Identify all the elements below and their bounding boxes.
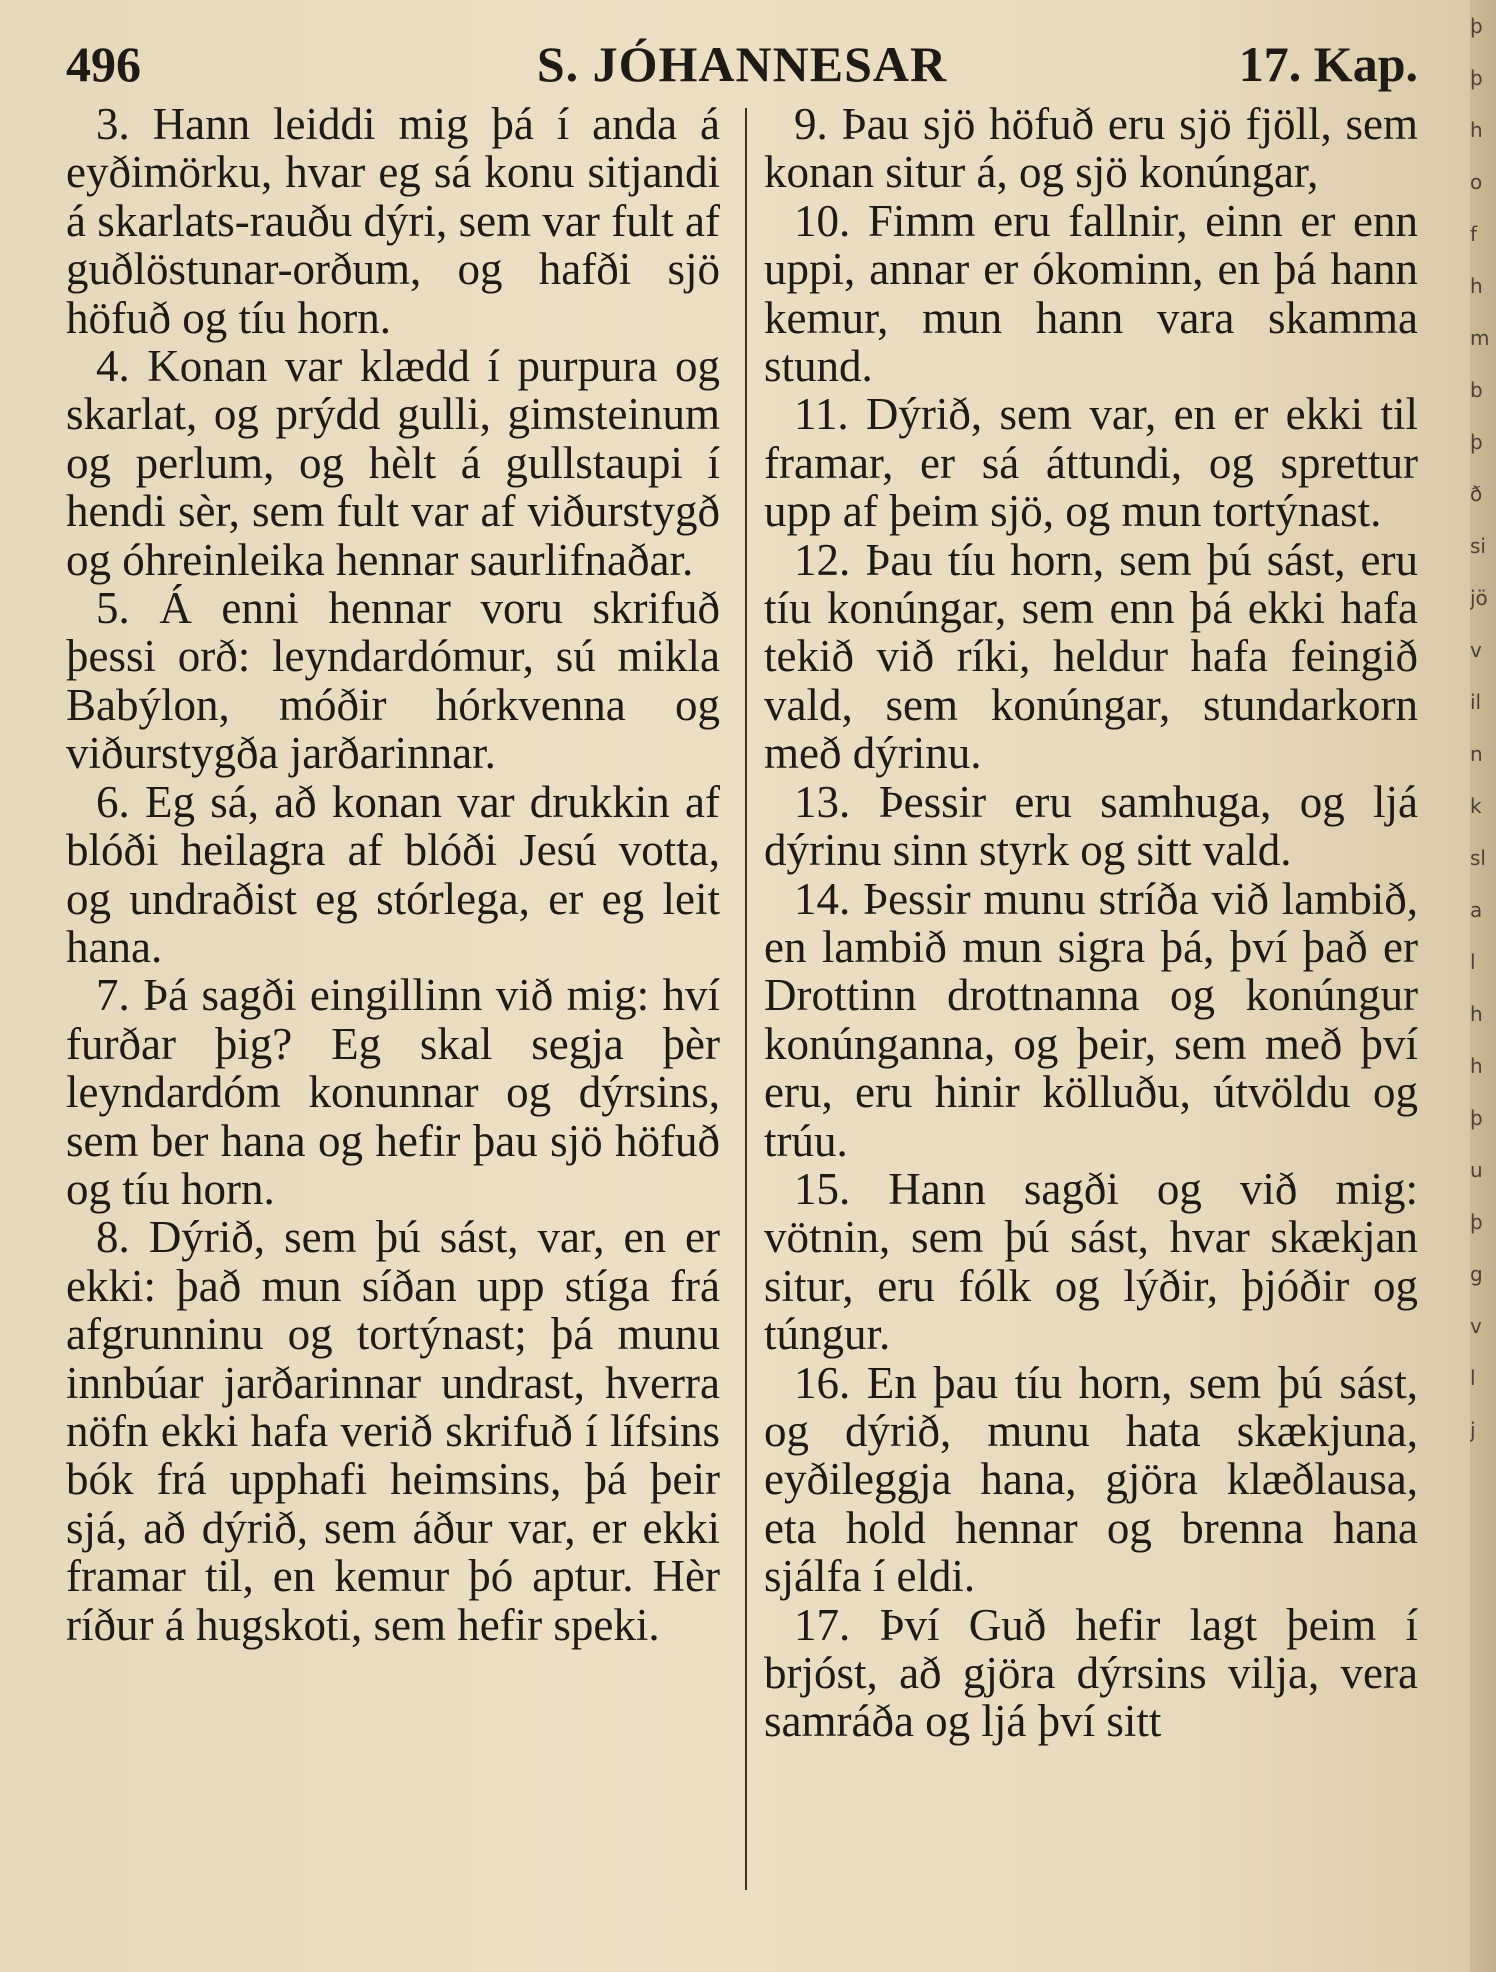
adjacent-fragment: l [1470,1366,1476,1390]
verse-4: 4. Konan var klædd í purpura og skarlat, og prýdd gulli, gimsteinum og perlum, og hèlt á gullstaupi í hendi sèr, sem fult var af viðurstygð og óhreinleika hennar saurlifnaðar. [66,341,720,585]
adjacent-fragment: n [1470,742,1483,766]
adjacent-fragment: þ [1470,14,1483,38]
adjacent-fragment: h [1470,274,1483,298]
chapter-label: 17. Kap. [1238,36,1418,92]
adjacent-fragment: m [1470,326,1490,350]
verse-11: 11. Dýrið, sem var, en er ekki til framar, er sá áttundi, og sprettur upp af þeim sjö, og mun tortýnast. [764,389,1418,537]
adjacent-fragment: f [1470,222,1478,246]
adjacent-fragment: þ [1470,430,1483,454]
verse-15: 15. Hann sagði og við mig: vötnin, sem þú sást, hvar skækjan situr, eru fólk og lýðir, þjóðir og túngur. [764,1163,1418,1360]
adjacent-fragment: a [1470,898,1483,922]
page-number: 496 [66,36,141,92]
adjacent-fragment: þ [1470,66,1483,90]
adjacent-fragment: o [1470,170,1483,194]
adjacent-fragment: þ [1470,1210,1483,1234]
adjacent-fragment: v [1470,1314,1482,1338]
adjacent-fragment: jö [1470,586,1488,610]
adjacent-fragment: h [1470,1002,1483,1026]
adjacent-fragment: v [1470,638,1482,662]
adjacent-fragment: þ [1470,1106,1483,1130]
verse-5: 5. Á enni hennar voru skrifuð þessi orð: leyndardómur, sú mikla Babýlon, móðir hórkvenna og viðurstygða jarðarinnar. [66,583,720,779]
verse-8: 8. Dýrið, sem þú sást, var, en er ekki: það mun síðan upp stíga frá afgrunninu og tortýnast; þá munu innbúar jarðarinnar undrast, hverra nöfn ekki hafa verið skrifuð í lífsins bók frá upphafi heimsins, þá þeir sjá, að dýrið, sem áður var, er ekki framar til, en kemur þó aptur. Hèr ríður á hugskoti, sem hefir speki. [66,1212,720,1650]
running-title: S. JÓHANNESAR [536,36,948,92]
adjacent-fragment: k [1470,794,1482,818]
adjacent-fragment: j [1470,1418,1476,1442]
page-header [66,34,1418,94]
right-column [764,100,1418,1900]
verse-17: 17. Því Guð hefir lagt þeim í brjóst, að gjöra dýrsins vilja, vera samráða og ljá því sitt [764,1599,1418,1747]
adjacent-page-edge [1470,0,1496,1972]
verse-16: 16. En þau tíu horn, sem þú sást, og dýrið, munu hata skækjuna, eyðileggja hana, gjöra klæðlausa, eta hold hennar og brenna hana sjálfa í eldi. [764,1357,1418,1602]
adjacent-fragment: ð [1470,482,1483,506]
adjacent-fragment: b [1470,378,1483,402]
column-divider [745,108,747,1890]
adjacent-fragment: il [1470,690,1482,714]
verse-3: 3. Hann leiddi mig þá í anda á eyðimörku, hvar eg sá konu sitjandi á skarlats-rauðu dýri, sem var fult af guðlöstunar-orðum, og hafði sjö höfuð og tíu horn. [66,99,720,343]
adjacent-fragment: si [1470,534,1486,558]
adjacent-fragment: sl [1470,846,1486,870]
adjacent-fragment: l [1470,950,1476,974]
left-column [66,100,720,1900]
verse-7: 7. Þá sagði eingillinn við mig: hví furðar þig? Eg skal segja þèr leyndardóm konunnar og dýrsins, sem ber hana og hefir þau sjö höfuð og tíu horn. [66,970,720,1214]
verse-12: 12. Þau tíu horn, sem þú sást, eru tíu konúngar, sem enn þá ekki hafa tekið við ríki, heldur hafa feingið vald, sem konúngar, stundarkorn með dýrinu. [764,534,1418,779]
verse-9: 9. Þau sjö höfuð eru sjö fjöll, sem konan situr á, og sjö konúngar, [764,99,1418,198]
verse-10: 10. Fimm eru fallnir, einn er enn uppi, annar er ókominn, en þá hann kemur, mun hann vara skamma stund. [764,195,1418,392]
verse-14: 14. Þessir munu stríða við lambið, en lambið mun sigra þá, því það er Drottinn drottnanna og konúngur konúnganna, og þeir, sem með því eru, eru hinir kölluðu, útvöldu og trúu. [764,873,1418,1166]
verse-13: 13. Þessir eru samhuga, og ljá dýrinu sinn styrk og sitt vald. [764,776,1418,876]
adjacent-fragment: h [1470,118,1483,142]
adjacent-fragment: g [1470,1262,1483,1286]
adjacent-fragment: u [1470,1158,1483,1182]
verse-6: 6. Eg sá, að konan var drukkin af blóði heilagra af blóði Jesú votta, og undraðist eg stórlega, er eg leit hana. [66,776,720,972]
adjacent-fragment: h [1470,1054,1483,1078]
